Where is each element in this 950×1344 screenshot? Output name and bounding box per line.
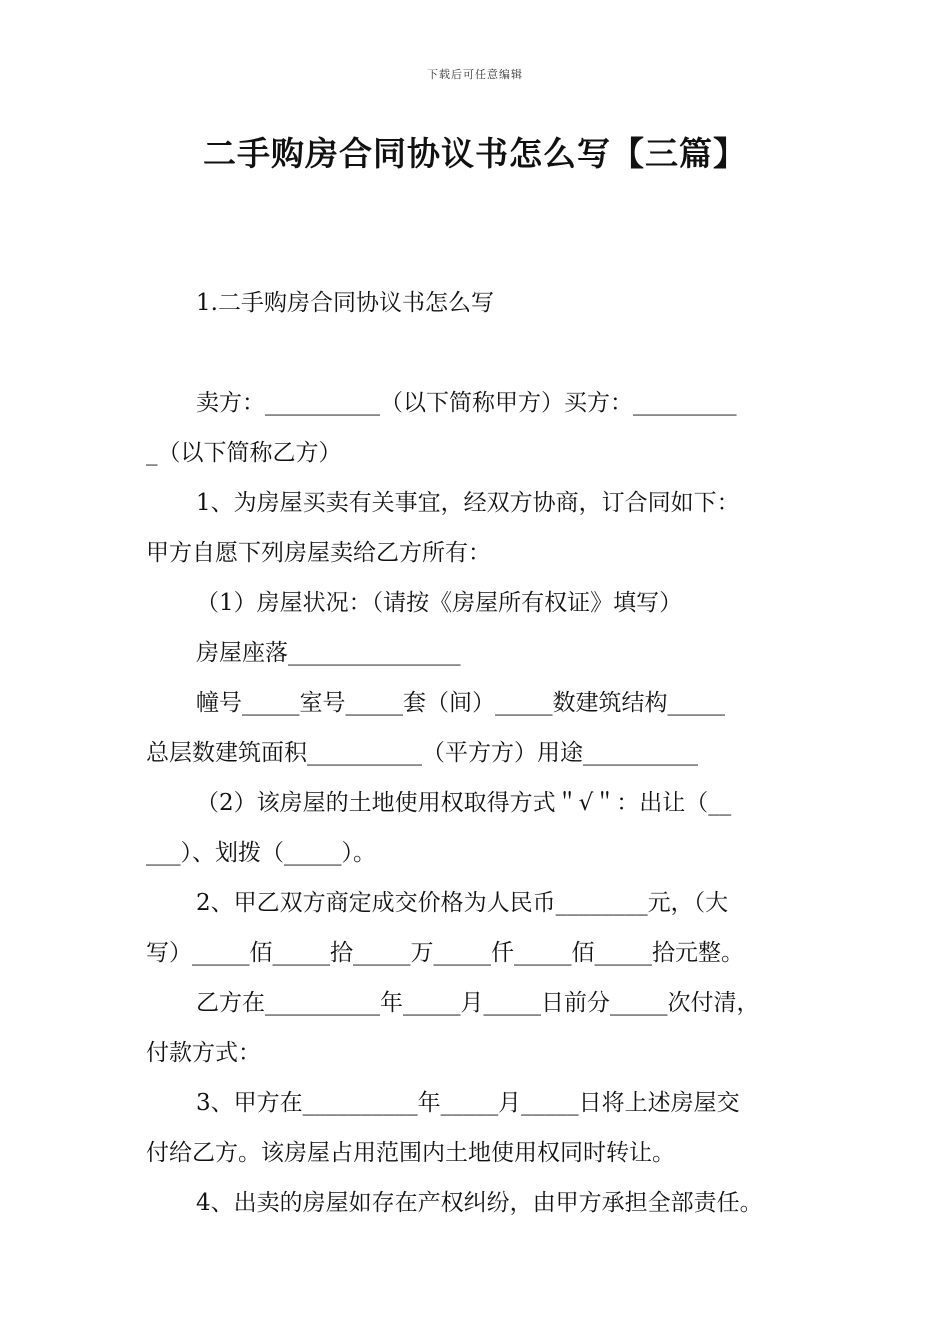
paragraph-line: 房屋座落_______________ [196, 640, 461, 666]
page-header-note: 下载后可任意编辑 [427, 68, 523, 81]
document-title: 二手购房合同协议书怎么写【三篇】 [203, 134, 747, 173]
paragraph-line: ___）、划拨（_____）。 [146, 840, 376, 866]
paragraph-line: 总层数建筑面积__________（平方方）用途__________ [146, 740, 698, 766]
paragraph-line: 2、甲乙双方商定成交价格为人民币________元，（大 [196, 890, 729, 916]
paragraph-line: 幢号_____室号_____套（间）_____数建筑结构_____ [196, 690, 725, 716]
paragraph-line: 付款方式： [146, 1040, 261, 1066]
paragraph-line: 乙方在__________年_____月_____日前分_____次付清， [196, 990, 760, 1016]
paragraph-line: 写）_____佰_____拾_____万_____仟_____佰_____拾元整。 [146, 940, 744, 966]
paragraph-line: （1）房屋状况：（请按《房屋所有权证》填写） [196, 590, 683, 616]
section-heading: 1.二手购房合同协议书怎么写 [196, 290, 494, 316]
paragraph-line: 甲方自愿下列房屋卖给乙方所有： [146, 540, 491, 566]
paragraph-line: 卖方：__________（以下简称甲方）买方：_________ [196, 390, 737, 416]
paragraph-line: 1、为房屋买卖有关事宜，经双方协商，订合同如下： [196, 490, 740, 516]
paragraph-line: （2）该房屋的土地使用权取得方式＂√＂：出让（__ [196, 790, 732, 816]
paragraph-line: 付给乙方。该房屋占用范围内土地使用权同时转让。 [146, 1140, 675, 1166]
paragraph-line: 3、甲方在__________年_____月_____日将上述房屋交 [196, 1090, 740, 1116]
paragraph-line: 4、出卖的房屋如存在产权纠纷，由甲方承担全部责任。 [196, 1190, 763, 1216]
document-body [146, 0, 818, 1344]
paragraph-line: _（以下简称乙方） [146, 440, 342, 466]
